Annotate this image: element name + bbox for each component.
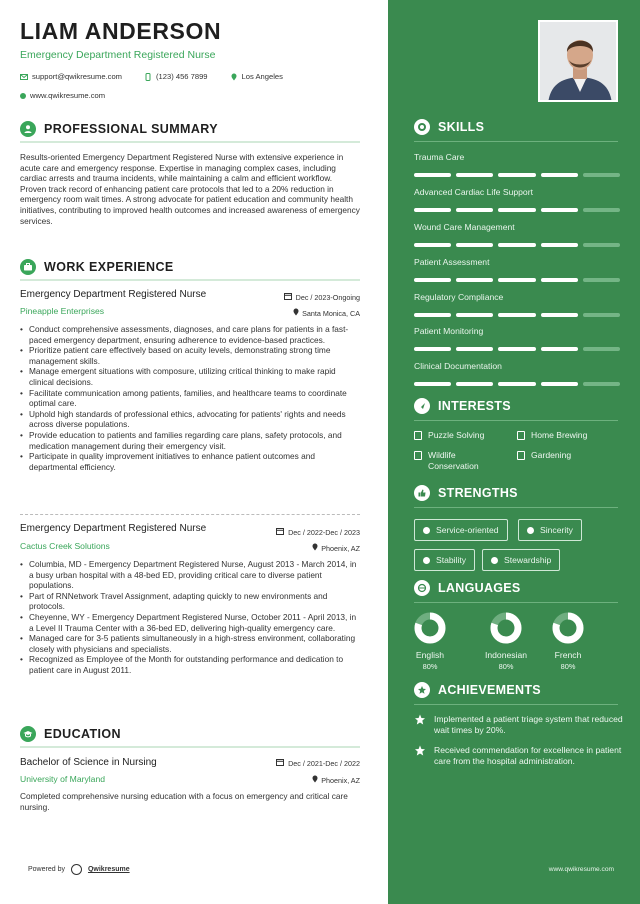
education-location-text: Phoenix, AZ xyxy=(321,775,360,785)
strength-dot-icon xyxy=(423,527,430,534)
graduation-cap-icon xyxy=(20,726,36,742)
job-company: Pineapple Enterprises xyxy=(20,306,105,316)
language-name: Indonesian xyxy=(484,650,528,660)
globe-icon xyxy=(20,93,26,99)
skill-level-bar xyxy=(414,173,620,177)
education-title: EDUCATION xyxy=(44,727,121,741)
strength-label: Stewardship xyxy=(504,555,552,565)
strengths-title: STRENGTHS xyxy=(438,486,518,500)
job-location-text: Phoenix, AZ xyxy=(321,543,360,553)
skill-level-bar xyxy=(414,208,620,212)
job-bullet: • Facilitate communication among patients, families, and healthcare teams to coordinate optimal care. xyxy=(20,388,360,409)
skills-title: SKILLS xyxy=(438,120,485,134)
skill-name: Trauma Care xyxy=(414,152,465,162)
job-date xyxy=(284,292,360,302)
sidebar xyxy=(388,0,640,904)
job-date-text: Dec / 2022-Dec / 2023 xyxy=(288,527,360,537)
candidate-role: Emergency Department Registered Nurse xyxy=(20,49,216,61)
user-icon xyxy=(20,121,36,137)
strength-label: Sincerity xyxy=(540,525,573,535)
contact-row xyxy=(20,72,283,81)
book-icon xyxy=(414,431,422,440)
star-badge-icon xyxy=(414,714,426,726)
job-bullet: • Recognized as Employee of the Month for outstanding performance and dedication to patient care in August 2011. xyxy=(20,654,360,675)
profile-photo xyxy=(538,20,618,102)
language-name: English xyxy=(415,650,445,660)
job-location xyxy=(293,308,360,318)
strength-label: Service-oriented xyxy=(436,525,499,535)
language-ring xyxy=(552,612,584,644)
skill-level-bar xyxy=(414,382,620,386)
skill-name: Advanced Cardiac Life Support xyxy=(414,187,533,197)
calendar-icon xyxy=(284,292,292,302)
website-text[interactable]: www.qwikresume.com xyxy=(30,91,106,100)
pin-icon xyxy=(312,775,318,785)
job-bullet: • Columbia, MD - Emergency Department Registered Nurse, August 2013 - March 2014, in a busy urban hospital with a 48-bed ED, providing critical care to diverse patient populations. xyxy=(20,559,360,591)
trophy-icon xyxy=(414,682,430,698)
education-header xyxy=(20,724,360,744)
strength-pill xyxy=(414,519,508,541)
skill-level-bar xyxy=(414,278,620,282)
languages-title: LANGUAGES xyxy=(438,581,521,595)
gear-icon xyxy=(414,119,430,135)
thumbs-up-icon xyxy=(414,485,430,501)
interest-label: Puzzle Solving xyxy=(428,430,485,440)
summary-divider xyxy=(20,141,360,143)
skill-name: Patient Assessment xyxy=(414,257,490,267)
book-icon xyxy=(517,451,525,460)
interest-item xyxy=(414,450,498,472)
language-percent: 80% xyxy=(422,662,438,671)
achievement-text: Received commendation for excellence in patient care from the hospital administration. xyxy=(434,745,622,766)
skill-name: Wound Care Management xyxy=(414,222,515,232)
job-bullet: • Prioritize patient care effectively based on acuity levels, demonstrating strong time management skills. xyxy=(20,345,360,366)
job-title: Emergency Department Registered Nurse xyxy=(20,523,207,534)
achievement-item xyxy=(414,714,624,736)
job-bullet: • Managed care for 3-5 patients simultaneously in a high-stress environment, collaborating closely with physicians and specialists. xyxy=(20,633,360,654)
experience-title: WORK EXPERIENCE xyxy=(44,260,174,274)
email-text[interactable]: support@qwikresume.com xyxy=(32,72,123,81)
experience-divider xyxy=(20,279,360,281)
interests-divider xyxy=(414,420,618,421)
job-bullet: • Cheyenne, WY - Emergency Department Registered Nurse, October 2011 - April 2013, in a Level II Trauma Center with a 36-bed ED, delivering high-quality emergency care. xyxy=(20,612,360,633)
achievement-text: Implemented a patient triage system that reduced wait times by 20%. xyxy=(434,714,623,735)
powered-by-text: Powered by xyxy=(28,866,65,873)
job-bullet: • Provide education to patients and families regarding care plans, safety protocols, and medication management during their emergency visit. xyxy=(20,430,360,451)
strength-label: Stability xyxy=(436,555,467,565)
experience-header xyxy=(20,257,360,277)
skill-name: Clinical Documentation xyxy=(414,361,502,371)
strengths-divider xyxy=(414,507,618,508)
strength-dot-icon xyxy=(423,557,430,564)
school: University of Maryland xyxy=(20,774,106,784)
interest-item xyxy=(517,450,617,461)
calendar-icon xyxy=(276,758,284,768)
language-percent: 80% xyxy=(560,662,576,671)
achievement-item xyxy=(414,745,624,767)
language-item xyxy=(400,612,460,671)
phone-icon xyxy=(144,73,152,81)
globe-icon xyxy=(414,580,430,596)
brand-link[interactable]: Qwikresume xyxy=(87,866,130,873)
footer-site[interactable]: www.qwikresume.com xyxy=(548,866,614,873)
summary-text: Results-oriented Emergency Department Registered Nurse with extensive experience in acute care and emergency response. Expertise in managing complex cases, including cardiac arrests and trauma incidents, while maintaining a calm and efficient workflow. Proven track record of enhancing patient care protocols that led to a 20% reduction in emergency room wait times. A strong advocate for patient education and community health initiatives, contributing to improved health outcomes and increased awareness of emergency services. xyxy=(20,152,360,226)
job-date xyxy=(276,527,360,537)
skill-level-bar xyxy=(414,347,620,351)
job-bullets xyxy=(20,324,360,472)
education-location xyxy=(312,775,360,785)
summary-title: PROFESSIONAL SUMMARY xyxy=(44,122,218,136)
job-bullets xyxy=(20,559,360,676)
interests-title: INTERESTS xyxy=(438,399,511,413)
job-bullet: • Uphold high standards of professional ethics, advocating for patients' rights and needs across diverse populations. xyxy=(20,409,360,430)
language-ring xyxy=(414,612,446,644)
job-company: Cactus Creek Solutions xyxy=(20,541,110,551)
book-icon xyxy=(414,451,422,460)
job-location xyxy=(312,543,360,553)
languages-divider xyxy=(414,602,618,603)
achievements-header xyxy=(414,682,541,698)
skill-level-bar xyxy=(414,243,620,247)
language-item xyxy=(538,612,598,671)
language-percent: 80% xyxy=(498,662,514,671)
book-icon xyxy=(517,431,525,440)
strengths-header xyxy=(414,485,518,501)
job-date-text: Dec / 2023-Ongoing xyxy=(295,292,360,302)
location-pin-icon xyxy=(230,73,238,81)
job-bullet: • Manage emergent situations with composure, utilizing critical thinking to make rapid clinical decisions. xyxy=(20,366,360,387)
pin-icon xyxy=(312,543,318,553)
education-date xyxy=(276,758,360,768)
achievements-divider xyxy=(414,704,618,705)
languages-header xyxy=(414,580,521,596)
strength-pill xyxy=(414,549,475,571)
interest-label: Home Brewing xyxy=(531,430,588,440)
job-divider xyxy=(20,514,360,515)
calendar-icon xyxy=(276,527,284,537)
education-date-text: Dec / 2021-Dec / 2022 xyxy=(288,758,360,768)
candidate-name: LIAM ANDERSON xyxy=(20,18,222,44)
interest-label: Gardening xyxy=(531,450,572,460)
strength-pill xyxy=(482,549,560,571)
interest-item xyxy=(414,430,512,441)
pin-icon xyxy=(293,308,299,318)
website-row xyxy=(20,91,105,100)
job-bullet: • Part of RNNetwork Travel Assignment, adapting quickly to new environments and protocols. xyxy=(20,591,360,612)
skills-divider xyxy=(414,141,618,142)
job-bullet: • Conduct comprehensive assessments, diagnoses, and care plans for patients in a fast-paced emergency department, ensuring adherence to evidence-based practices. xyxy=(20,324,360,345)
skills-header xyxy=(414,119,484,135)
star-badge-icon xyxy=(414,745,426,757)
job-bullet: • Participate in quality improvement initiatives to enhance patient outcomes and departmental efficiency. xyxy=(20,451,360,472)
rocket-icon xyxy=(414,398,430,414)
briefcase-icon xyxy=(20,259,36,275)
phone-text: (123) 456 7899 xyxy=(156,72,208,81)
qwikresume-logo-icon xyxy=(71,864,82,875)
strength-dot-icon xyxy=(491,557,498,564)
language-item xyxy=(476,612,536,671)
strength-dot-icon xyxy=(527,527,534,534)
achievements-title: ACHIEVEMENTS xyxy=(438,683,541,697)
location-text: Los Angeles xyxy=(241,72,283,81)
summary-header xyxy=(20,119,360,139)
skill-name: Regulatory Compliance xyxy=(414,292,504,302)
degree: Bachelor of Science in Nursing xyxy=(20,757,157,768)
footer-powered xyxy=(28,864,130,875)
skill-level-bar xyxy=(414,313,620,317)
email-icon xyxy=(20,73,28,81)
job-location-text: Santa Monica, CA xyxy=(302,308,360,318)
interest-label: Wildlife Conservation xyxy=(428,450,479,471)
education-divider xyxy=(20,746,360,748)
language-ring xyxy=(490,612,522,644)
language-name: French xyxy=(554,650,582,660)
strength-pill xyxy=(518,519,582,541)
interest-item xyxy=(517,430,617,441)
job-title: Emergency Department Registered Nurse xyxy=(20,289,207,300)
interests-header xyxy=(414,398,511,414)
education-text: Completed comprehensive nursing education with a focus on emergency and critical care nursing. xyxy=(20,791,348,812)
skill-name: Patient Monitoring xyxy=(414,326,484,336)
